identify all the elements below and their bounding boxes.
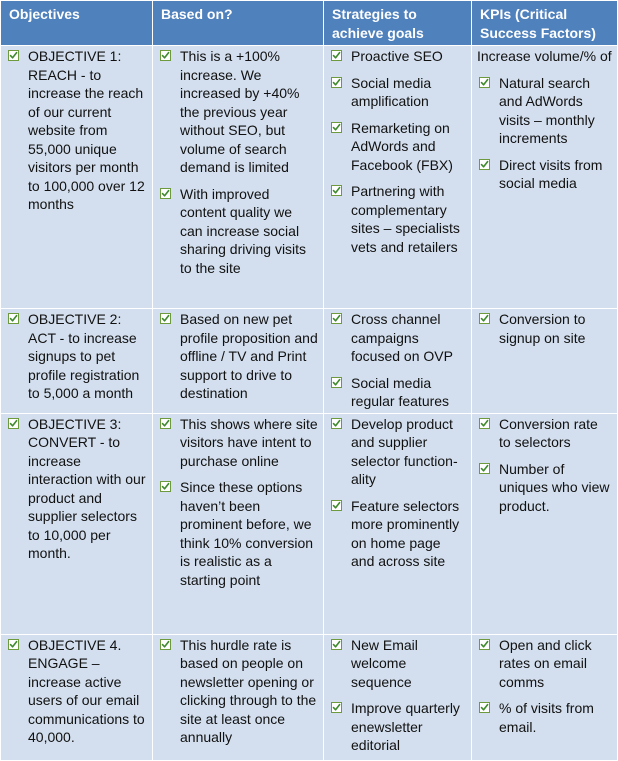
table-row <box>1 413 618 634</box>
strategy-item-text: New Email welcome sequence <box>351 636 418 690</box>
kpi-cell <box>472 46 618 309</box>
objective-list <box>6 47 147 214</box>
objective-cell <box>1 309 153 414</box>
strategy-item-text: Cross channel campaigns focused on OVP <box>351 311 453 364</box>
based-on-list <box>158 636 318 747</box>
based-on-cell <box>153 413 324 634</box>
column-header: Objectives <box>1 1 153 46</box>
strategy-item <box>329 119 466 175</box>
based-on-list <box>158 415 318 590</box>
checkbox-checked-icon <box>160 418 171 429</box>
checkbox-checked-icon <box>331 50 342 61</box>
column-header: Strategies to achieve goals <box>324 1 472 46</box>
objective-list <box>6 310 147 403</box>
checkbox-checked-icon <box>331 639 342 650</box>
based-on-item-text: Based on new pet profile proposition and offline / TV and Print support to drive to destination <box>180 311 318 401</box>
objective-cell <box>1 413 153 634</box>
based-on-cell <box>153 309 324 414</box>
checkbox-checked-icon <box>331 313 342 324</box>
kpi-list <box>477 74 612 193</box>
strategy-item-text: Social media regular features <box>351 374 450 409</box>
objective-item-text: OBJECTIVE 2: ACT - to increase signups to pet profile registration to 5,000 a month <box>28 311 140 401</box>
strategy-item-text: Develop product and supplier selector function-ality <box>351 415 458 487</box>
checkbox-checked-icon <box>331 185 342 196</box>
checkbox-checked-icon <box>479 702 490 713</box>
kpi-item <box>477 415 612 452</box>
objective-item <box>6 310 147 403</box>
checkbox-checked-icon <box>479 313 490 324</box>
kpi-cell <box>472 413 618 634</box>
strategies-cell <box>324 634 472 760</box>
kpi-item <box>477 74 612 148</box>
strategy-item <box>329 47 466 66</box>
based-on-item <box>158 636 318 747</box>
kpi-item <box>477 156 612 193</box>
column-header: KPIs (Critical Success Factors) <box>472 1 618 46</box>
strategies-cell <box>324 309 472 414</box>
strategies-cell <box>324 46 472 309</box>
checkbox-checked-icon <box>479 159 490 170</box>
kpi-item-text: Open and click rates on email comms <box>499 636 592 690</box>
strategy-item <box>329 497 466 571</box>
strategy-item <box>329 415 466 489</box>
kpi-item-text: Conversion rate to selectors <box>499 415 598 450</box>
checkbox-checked-icon <box>160 50 171 61</box>
objective-item-text: OBJECTIVE 1: REACH - to increase the reach of our current website from 55,000 unique visitors per month to 100,000 over 12 months <box>28 48 145 212</box>
based-on-list <box>158 47 318 277</box>
strategy-item <box>329 182 466 256</box>
objective-item <box>6 636 147 747</box>
table-header <box>1 1 618 46</box>
kpi-item-text: Natural search and AdWords visits – monthly increments <box>499 74 595 146</box>
checkbox-checked-icon <box>479 418 490 429</box>
checkbox-checked-icon <box>8 313 19 324</box>
strategy-item-text: Feature selectors more prominently on home page and across site <box>351 497 460 569</box>
kpi-item <box>477 636 612 692</box>
strategies-list <box>329 415 466 571</box>
checkbox-checked-icon <box>479 77 490 88</box>
strategy-item-text: Proactive SEO <box>351 48 443 64</box>
checkbox-checked-icon <box>331 122 342 133</box>
strategies-list <box>329 636 466 755</box>
kpi-intro: Increase volume/% of <box>477 48 612 64</box>
objective-list <box>6 636 147 747</box>
checkbox-checked-icon <box>479 639 490 650</box>
checkbox-checked-icon <box>160 481 171 492</box>
based-on-list <box>158 310 318 403</box>
strategy-item-text: Social media amplification <box>351 74 432 109</box>
checkbox-checked-icon <box>8 639 19 650</box>
kpi-list <box>477 310 612 347</box>
strategy-item <box>329 699 466 755</box>
kpi-item-text: Number of uniques who view product. <box>499 460 610 514</box>
kpi-item-text: % of visits from email. <box>499 700 594 735</box>
kpi-cell <box>472 634 618 760</box>
strategy-item <box>329 374 466 411</box>
header-row <box>1 1 618 46</box>
strategy-item-text: Partnering with complementary sites – specialists vets and retailers <box>351 183 460 255</box>
strategy-item-text: Improve quarterly enewsletter editorial <box>351 700 460 753</box>
table-body <box>1 46 618 761</box>
based-on-item-text: This hurdle rate is based on people on newsletter opening or clicking through to the site at least once annually <box>180 636 317 745</box>
objective-item <box>6 415 147 563</box>
kpi-list <box>477 415 612 516</box>
objective-list <box>6 415 147 563</box>
kpi-item <box>477 460 612 516</box>
table-row <box>1 634 618 760</box>
kpi-item-text: Conversion to signup on site <box>499 311 586 346</box>
strategies-list <box>329 47 466 256</box>
kpi-list <box>477 636 612 737</box>
based-on-item-text: This is a +100% increase. We increased by +40% the previous year without SEO, but volume of search demand is limited <box>180 48 300 175</box>
table-row <box>1 46 618 309</box>
column-header: Based on? <box>153 1 324 46</box>
strategies-cell <box>324 413 472 634</box>
kpi-item <box>477 699 612 736</box>
based-on-item-text: Since these options haven’t been prominent before, we think 10% conversion is realistic as a starting point <box>180 479 314 588</box>
checkbox-checked-icon <box>479 463 490 474</box>
based-on-cell <box>153 634 324 760</box>
checkbox-checked-icon <box>331 377 342 388</box>
based-on-item <box>158 185 318 278</box>
checkbox-checked-icon <box>331 500 342 511</box>
kpi-cell <box>472 309 618 414</box>
objective-cell <box>1 634 153 760</box>
checkbox-checked-icon <box>8 418 19 429</box>
objective-item-text: OBJECTIVE 4. ENGAGE – increase active users of our email communications to 40,000. <box>28 636 145 745</box>
strategy-item-text: Remarketing on AdWords and Facebook (FBX) <box>351 119 453 173</box>
based-on-item-text: This shows where site visitors have intent to purchase online <box>180 415 318 469</box>
kpi-item-text: Direct visits from social media <box>499 156 603 191</box>
based-on-cell <box>153 46 324 309</box>
strategy-item <box>329 636 466 692</box>
checkbox-checked-icon <box>331 702 342 713</box>
checkbox-checked-icon <box>331 418 342 429</box>
table-row <box>1 309 618 414</box>
objective-item-text: OBJECTIVE 3: CONVERT - to increase interaction with our product and supplier selectors to 10,000 per month. <box>28 415 146 561</box>
strategy-item <box>329 310 466 366</box>
checkbox-checked-icon <box>331 77 342 88</box>
objective-item <box>6 47 147 214</box>
strategies-list <box>329 310 466 411</box>
objective-cell <box>1 46 153 309</box>
based-on-item-text: With improved content quality we can increase social sharing driving visits to the site <box>180 185 307 276</box>
based-on-item <box>158 415 318 471</box>
based-on-item <box>158 310 318 403</box>
checkbox-checked-icon <box>160 639 171 650</box>
checkbox-checked-icon <box>160 313 171 324</box>
based-on-item <box>158 478 318 589</box>
checkbox-checked-icon <box>160 188 171 199</box>
kpi-item <box>477 310 612 347</box>
checkbox-checked-icon <box>8 50 19 61</box>
strategy-item <box>329 74 466 111</box>
based-on-item <box>158 47 318 177</box>
